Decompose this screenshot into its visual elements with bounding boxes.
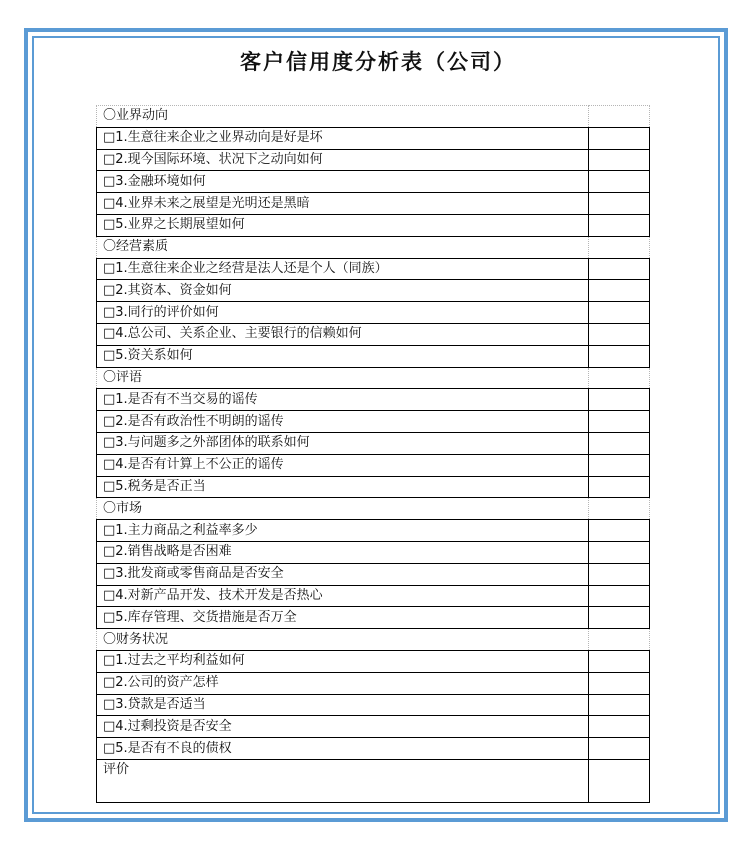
checklist-row: [97, 432, 650, 454]
checklist-item[interactable]: □3.金融环境如何: [97, 171, 589, 193]
checklist-row: [97, 563, 650, 585]
checklist-row: [97, 694, 650, 716]
checklist-row: [97, 149, 650, 171]
rating-cell[interactable]: [589, 585, 650, 607]
rating-cell[interactable]: [589, 411, 650, 433]
checklist-row: [97, 541, 650, 563]
checklist-item[interactable]: □5.库存管理、交货措施是否万全: [97, 607, 589, 629]
section-blank-cell: [589, 106, 650, 128]
checklist-item[interactable]: □2.其资本、资金如何: [97, 280, 589, 302]
section-heading: 〇评语: [97, 367, 589, 389]
rating-cell[interactable]: [589, 302, 650, 324]
checklist-item[interactable]: □5.业界之长期展望如何: [97, 214, 589, 236]
section-header-row: [97, 106, 650, 128]
checklist-item[interactable]: □5.税务是否正当: [97, 476, 589, 498]
checklist-row: [97, 193, 650, 215]
rating-cell[interactable]: [589, 650, 650, 672]
checklist-row: [97, 738, 650, 760]
checklist-item[interactable]: □4.过剩投资是否安全: [97, 716, 589, 738]
checklist-item[interactable]: □2.现今国际环境、状况下之动向如何: [97, 149, 589, 171]
evaluation-row: [97, 759, 650, 802]
checklist-row: [97, 127, 650, 149]
rating-cell[interactable]: [589, 214, 650, 236]
checklist-row: [97, 607, 650, 629]
checklist-item[interactable]: □1.过去之平均利益如何: [97, 650, 589, 672]
checklist-row: [97, 476, 650, 498]
checklist-row: [97, 345, 650, 367]
checklist-item[interactable]: □4.对新产品开发、技术开发是否热心: [97, 585, 589, 607]
checklist-item[interactable]: □2.是否有政治性不明朗的谣传: [97, 411, 589, 433]
rating-cell[interactable]: [589, 541, 650, 563]
checklist-row: [97, 672, 650, 694]
checklist-row: [97, 411, 650, 433]
checklist-item[interactable]: □1.生意往来企业之经营是法人还是个人（同族）: [97, 258, 589, 280]
checklist-row: [97, 650, 650, 672]
section-header-row: [97, 629, 650, 651]
checklist-item[interactable]: □2.公司的资产怎样: [97, 672, 589, 694]
checklist-row: [97, 323, 650, 345]
checklist-row: [97, 214, 650, 236]
checklist-item[interactable]: □4.总公司、关系企业、主要银行的信赖如何: [97, 323, 589, 345]
section-blank-cell: [589, 498, 650, 520]
rating-cell[interactable]: [589, 171, 650, 193]
rating-cell[interactable]: [589, 454, 650, 476]
checklist-item[interactable]: □3.贷款是否适当: [97, 694, 589, 716]
checklist-item[interactable]: □5.资关系如何: [97, 345, 589, 367]
checklist-item[interactable]: □5.是否有不良的债权: [97, 738, 589, 760]
checklist-row: [97, 454, 650, 476]
analysis-table: [96, 105, 650, 803]
section-blank-cell: [589, 236, 650, 258]
evaluation-cell[interactable]: [589, 759, 650, 802]
checklist-item[interactable]: □1.主力商品之利益率多少: [97, 520, 589, 542]
document-title: 客户信用度分析表（公司）: [240, 49, 516, 74]
rating-cell[interactable]: [589, 716, 650, 738]
rating-cell[interactable]: [589, 149, 650, 171]
checklist-row: [97, 258, 650, 280]
rating-cell[interactable]: [589, 607, 650, 629]
rating-cell[interactable]: [589, 563, 650, 585]
checklist-row: [97, 302, 650, 324]
rating-cell[interactable]: [589, 127, 650, 149]
checklist-item[interactable]: □3.同行的评价如何: [97, 302, 589, 324]
rating-cell[interactable]: [589, 193, 650, 215]
rating-cell[interactable]: [589, 345, 650, 367]
section-heading: 〇市场: [97, 498, 589, 520]
section-header-row: [97, 498, 650, 520]
checklist-row: [97, 520, 650, 542]
checklist-row: [97, 171, 650, 193]
rating-cell[interactable]: [589, 738, 650, 760]
checklist-row: [97, 280, 650, 302]
rating-cell[interactable]: [589, 389, 650, 411]
section-header-row: [97, 367, 650, 389]
checklist-item[interactable]: □3.与问题多之外部团体的联系如何: [97, 432, 589, 454]
rating-cell[interactable]: [589, 672, 650, 694]
checklist-row: [97, 716, 650, 738]
rating-cell[interactable]: [589, 280, 650, 302]
evaluation-label[interactable]: 评价: [97, 759, 589, 802]
checklist-item[interactable]: □1.生意往来企业之业界动向是好是坏: [97, 127, 589, 149]
section-header-row: [97, 236, 650, 258]
section-heading: 〇经营素质: [97, 236, 589, 258]
section-heading: 〇财务状况: [97, 629, 589, 651]
checklist-row: [97, 389, 650, 411]
rating-cell[interactable]: [589, 694, 650, 716]
checklist-item[interactable]: □1.是否有不当交易的谣传: [97, 389, 589, 411]
section-blank-cell: [589, 367, 650, 389]
rating-cell[interactable]: [589, 432, 650, 454]
checklist-item[interactable]: □3.批发商或零售商品是否安全: [97, 563, 589, 585]
checklist-item[interactable]: □2.销售战略是否困难: [97, 541, 589, 563]
rating-cell[interactable]: [589, 323, 650, 345]
checklist-item[interactable]: □4.是否有计算上不公正的谣传: [97, 454, 589, 476]
checklist-row: [97, 585, 650, 607]
rating-cell[interactable]: [589, 476, 650, 498]
section-heading: 〇业界动向: [97, 106, 589, 128]
rating-cell[interactable]: [589, 520, 650, 542]
section-blank-cell: [589, 629, 650, 651]
rating-cell[interactable]: [589, 258, 650, 280]
checklist-item[interactable]: □4.业界未来之展望是光明还是黑暗: [97, 193, 589, 215]
